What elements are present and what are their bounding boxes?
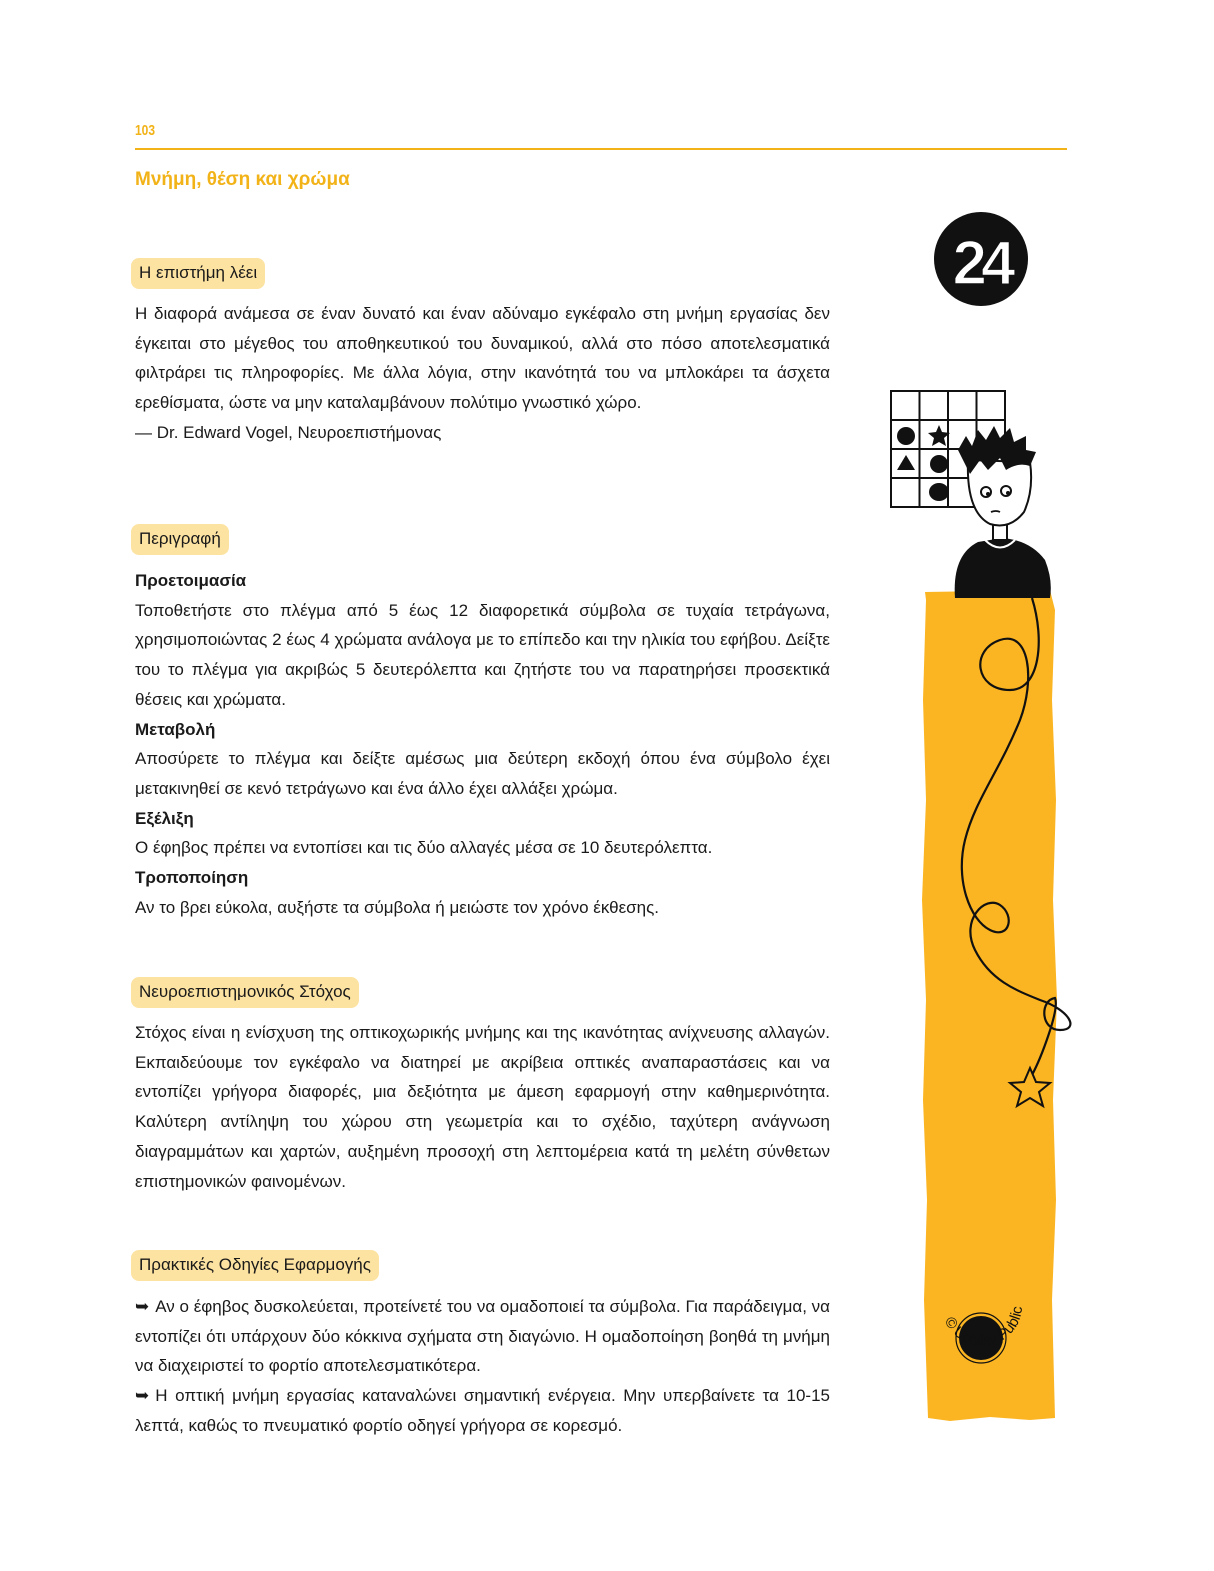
science-quote: Η διαφορά ανάμεσα σε έναν δυνατό και έναν αδύναμο εγκέφαλο στη μνήμη εργασίας δεν έγκειται στο μέγεθος του αποθηκευτικού του δυναμικού, αλλά στο πόσο αποτελεσματικά φιλτράρει τις πληροφορίες. Με άλλα λόγια, στην ικανότητά του να μπλοκάρει τα άσχετα ερεθίσματα, ώστε να μην καταλαμβάνουν πολύτιμο γνωστικό χώρο. [135,304,830,413]
description-text [135,566,830,922]
change-heading: Μεταβολή [135,719,216,739]
practical-text [135,1292,830,1441]
yellow-banner [922,590,1057,1421]
circle-symbol-icon [897,427,915,445]
modify-heading: Τροποποίηση [135,868,249,888]
goal-text: Στόχος είναι η ενίσχυση της οπτικοχωρικής μνήμης και της ικανότητας ανίχνευσης αλλαγών. Εκπαιδεύουμε τον εγκέφαλο να διατηρεί με ακρίβεια οπτικές αναπαραστάσεις και να εντοπίζει γρήγορα διαφορές, μια δεξιότητα με άμεση εφαρμογή στην καθημερινότητα. Καλύτερη αντίληψη του χώρου στη γεωμετρία και το σχέδιο, ταχύτερη ανάγνωση διαγραμμάτων και χαρτών, αυξημένη προσοχή στη λεπτομέρεια κατά τη μελέτη σύνθετων επιστημονικών φαινομένων. [135,1023,830,1191]
arrow-bullet-icon: ➥ [135,1297,150,1316]
practical-tip-1: ➥ Αν ο έφηβος δυσκολεύεται, προτείνετέ του να ομαδοποιεί τα σύμβολα. Για παράδειγμα, να εντοπίζει ότι υπάρχουν δύο κόκκινα σχήματα στη διαγώνιο. Η ομαδοποίηση βοηθά τη μνήμη να διαχειριστεί το φορτίο αποτελεσματικότερα. [135,1297,830,1376]
publisher-text: © Upbility Publications [940,1305,1027,1350]
prep-text: Τοποθετήστε στο πλέγμα από 5 έως 12 διαφορετικά σύμβολα σε τυχαία τετράγωνα, χρησιμοποιώντας 2 έως 4 χρώματα ανάλογα με το επίπεδο και την ηλικία του εφήβου. Δείξτε του το πλέγμα για ακριβώς 5 δευτερόλεπτα και ζητήστε του να παρατηρήσει προσεκτικά θέσεις και χρώματα. [135,600,830,709]
page-title: Μνήμη, θέση και χρώμα [135,169,350,190]
header-rule [135,148,1067,150]
circle-symbol-icon [930,455,948,473]
change-text: Αποσύρετε το πλέγμα και δείξτε αμέσως μια δεύτερη εκδοχή όπου ένα σύμβολο έχει μετακινηθεί σε κενό τετράγωνο και ένα άλλο έχει αλλάξει χρώμα. [135,749,830,798]
section-label-description: Περιγραφή [131,524,229,555]
science-attribution: — Dr. Edward Vogel, Νευροεπιστήμονας [135,422,442,442]
page-number: 103 [135,122,156,139]
circle-symbol-icon [929,483,949,501]
section-label-science: Η επιστήμη λέει [131,258,265,289]
badge-number: 24 [952,229,1010,298]
progress-text: Ο έφηβος πρέπει να εντοπίσει και τις δύο αλλαγές μέσα σε 10 δευτερόλεπτα. [135,838,713,858]
illustration [870,200,1110,1440]
modify-text: Αν το βρει εύκολα, αυξήστε τα σύμβολα ή μειώστε τον χρόνο έκθεσης. [135,897,660,917]
exercise-number-badge [934,212,1028,306]
goal-text-block [135,1018,830,1196]
section-label-practical: Πρακτικές Οδηγίες Εφαρμογής [131,1250,379,1281]
boy-figure [955,426,1051,598]
prep-heading: Προετοιμασία [135,571,247,590]
practical-tip-2: ➥ Η οπτική μνήμη εργασίας καταναλώνει σημαντική ενέργεια. Μην υπερβαίνετε τα 10-15 λεπτά, καθώς το πνευματικό φορτίο οδηγεί γρήγορα σε κορεσμό. [135,1386,830,1435]
section-label-goal: Νευροεπιστημονικός Στόχος [131,977,359,1008]
progress-heading: Εξέλιξη [135,808,194,828]
arrow-bullet-icon: ➥ [135,1386,150,1406]
science-text [135,299,830,448]
